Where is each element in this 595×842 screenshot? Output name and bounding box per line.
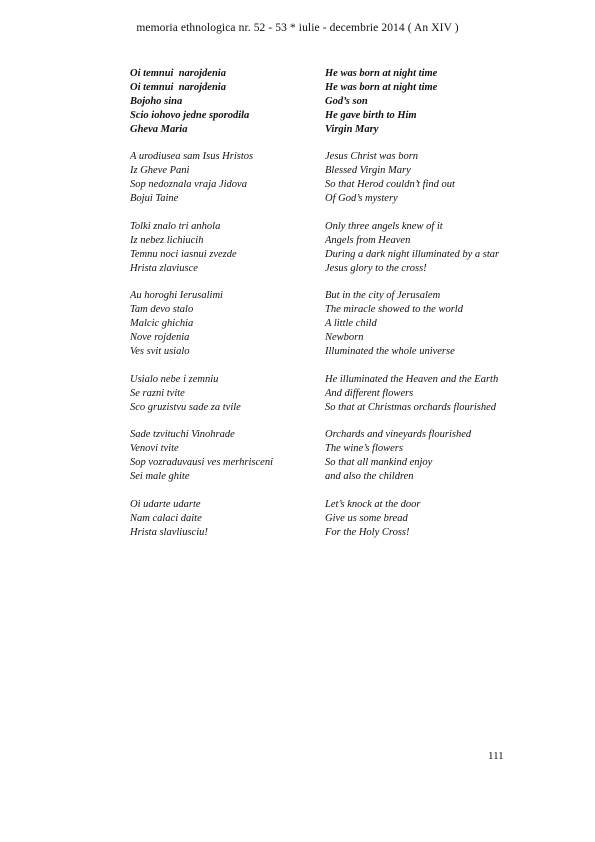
verse-line: Orchards and vineyards flourished xyxy=(325,429,472,441)
stanza-refrain xyxy=(130,67,315,137)
verse-line: Oi udarte udarte xyxy=(130,499,201,510)
verse-line: Hrista slavliusciu! xyxy=(130,526,208,538)
verse-line: Let’s knock at the door xyxy=(325,499,421,510)
verse-line: Gheva Maria xyxy=(130,123,188,135)
verse-line: The miracle showed to the world xyxy=(325,304,463,316)
verse-line: Iz nebez lichiucih xyxy=(130,234,204,246)
stanza xyxy=(325,289,540,359)
stanza xyxy=(325,150,540,206)
stanza xyxy=(130,150,315,206)
verse-line: Give us some bread xyxy=(325,512,408,524)
stanza xyxy=(130,289,315,359)
page-number: 111 xyxy=(488,750,504,762)
english-translation-column xyxy=(325,67,540,554)
verse-line: Tolki znalo tri anhola xyxy=(130,220,221,232)
verse-line: During a dark night illuminated by a star xyxy=(325,248,500,260)
verse-line: Jesus Christ was born xyxy=(325,151,419,163)
verse-line: Se razni tvite xyxy=(130,387,185,399)
stanza-refrain xyxy=(325,67,540,137)
verse-line: Blessed Virgin Mary xyxy=(325,165,411,177)
verse-line: He gave birth to Him xyxy=(325,109,417,121)
verse-line: Bojoho sina xyxy=(130,95,183,107)
verse-line: Tam devo stalo xyxy=(130,304,194,316)
verse-line: Nove rojdenia xyxy=(130,332,190,344)
verse-line: Virgin Mary xyxy=(325,123,379,135)
verse-line: The wine’s flowers xyxy=(325,443,403,455)
romanized-verse-column xyxy=(130,67,315,554)
stanza xyxy=(325,498,540,540)
verse-line: Jesus glory to the cross! xyxy=(325,262,427,274)
verse-line: So that Herod couldn’t find out xyxy=(325,179,455,191)
verse-line: Nam calaci daite xyxy=(130,512,202,524)
verse-line: Sade tzvituchi Vinohrade xyxy=(130,429,235,441)
verse-line: Bojui Taine xyxy=(130,193,179,205)
verse-line: Sop nedoznala vraja Jidova xyxy=(130,179,247,191)
verse-line: God’s son xyxy=(325,95,368,107)
verse-line: Temnu noci iasnui zvezde xyxy=(130,248,237,260)
verse-line: Au horoghi Ierusalimi xyxy=(130,290,223,302)
verse-line: Hrista zlaviusce xyxy=(130,262,198,274)
verse-line: Sop vozraduvausi ves merhrisceni xyxy=(130,457,273,469)
verse-line: For the Holy Cross! xyxy=(325,526,410,538)
verse-line: Sei male ghite xyxy=(130,471,190,483)
verse-line: and also the children xyxy=(325,471,414,483)
verse-line: A urodiusea sam Isus Hristos xyxy=(130,151,254,163)
verse-line: And different flowers xyxy=(325,387,414,399)
verse-line: Sco gruzistvu sade za tvile xyxy=(130,401,241,413)
verse-line: Of God’s mystery xyxy=(325,193,398,205)
verse-line: Ves svit usialo xyxy=(130,346,190,358)
verse-line: Usialo nebe i zemniu xyxy=(130,373,219,385)
stanza xyxy=(325,220,540,276)
verse-line: He illuminated the Heaven and the Earth xyxy=(325,373,499,385)
verse-line: Oi temnui narojdenia xyxy=(130,68,226,79)
verse-line: Illuminated the whole universe xyxy=(325,346,455,358)
verse-line: Iz Gheve Pani xyxy=(130,165,190,177)
stanza xyxy=(130,428,315,484)
verse-line: Scio iohovo jedne sporodila xyxy=(130,109,250,121)
verse-line: So that all mankind enjoy xyxy=(325,457,433,469)
verse-line: Venovi tvite xyxy=(130,443,179,455)
verse-line: Angels from Heaven xyxy=(325,234,411,246)
verse-line: Only three angels knew of it xyxy=(325,220,443,232)
running-header: memoria ethnologica nr. 52 - 53 * iulie - decembrie 2014 ( An XIV ) xyxy=(136,22,459,34)
verse-line: Malcic ghichia xyxy=(130,318,194,330)
stanza xyxy=(130,373,315,415)
verse-line: So that at Christmas orchards flourished xyxy=(325,401,497,413)
stanza xyxy=(130,498,315,540)
verse-line: Newborn xyxy=(325,332,364,344)
verse-line: He was born at night time xyxy=(325,81,438,93)
stanza xyxy=(130,220,315,276)
verse-line: Oi temnui narojdenia xyxy=(130,81,226,93)
verse-line: A little child xyxy=(325,318,377,330)
stanza xyxy=(325,428,540,484)
stanza xyxy=(325,373,540,415)
verse-line: He was born at night time xyxy=(325,68,438,79)
verse-line: But in the city of Jerusalem xyxy=(325,290,441,302)
